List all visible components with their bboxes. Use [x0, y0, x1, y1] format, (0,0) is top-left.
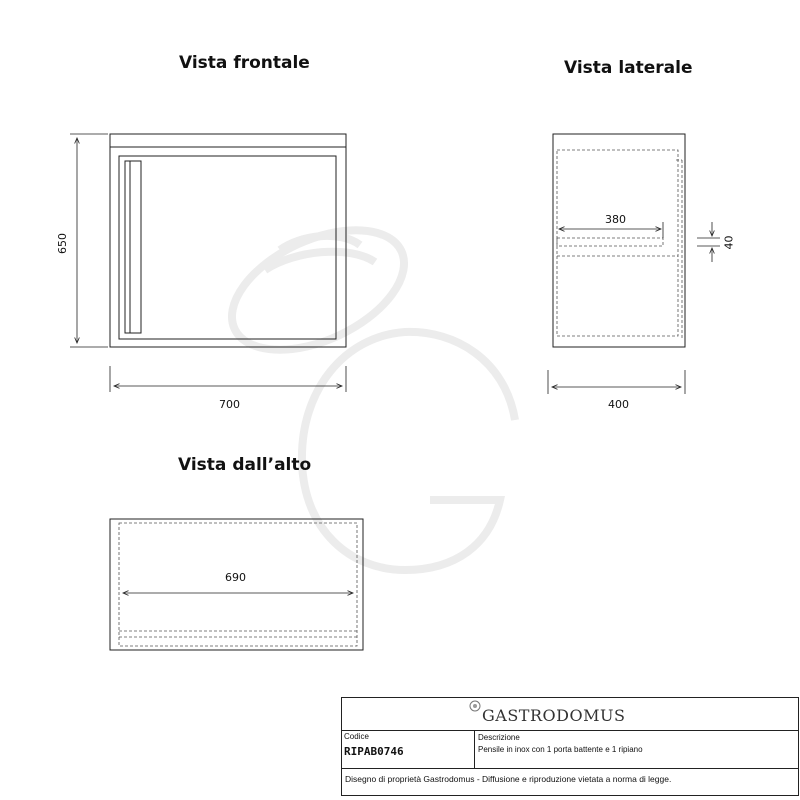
- brand-logo: GASTRODOMUS: [482, 706, 626, 725]
- ownership-notice: Disegno di proprietà Gastrodomus - Diffusione e riproduzione vietata a norma di legge.: [345, 774, 672, 784]
- side-width-dimension: [548, 370, 685, 394]
- front-inner-frame: [119, 156, 336, 339]
- side-outline: [553, 134, 685, 347]
- title-block: [341, 697, 799, 796]
- code-label: Codice: [344, 732, 369, 741]
- chef-hat-icon: [468, 700, 482, 714]
- description-label: Descrizione: [478, 733, 520, 742]
- side-view: [553, 134, 685, 347]
- shelf-thickness-label: 40: [722, 235, 736, 250]
- front-width-label: 700: [219, 398, 240, 411]
- shelf-thickness-dimension: [697, 222, 720, 262]
- side-width-label: 400: [608, 398, 629, 411]
- side-view-title: Vista laterale: [564, 58, 693, 78]
- top-view: [110, 519, 363, 650]
- top-inner-width-label: 690: [225, 571, 246, 584]
- front-width-dimension: [110, 366, 346, 392]
- code-cell: [342, 730, 475, 768]
- side-shelf: [557, 238, 663, 246]
- top-view-title: Vista dall’alto: [178, 455, 312, 475]
- watermark-logo: [213, 206, 515, 570]
- top-outline: [110, 519, 363, 650]
- front-height-dimension: [70, 134, 108, 347]
- front-height-label: 650: [56, 233, 69, 254]
- front-view-title: Vista frontale: [179, 53, 310, 73]
- code-description-row: [342, 730, 798, 769]
- code-value: RIPAB0746: [344, 745, 404, 758]
- top-hidden-lines: [119, 523, 357, 646]
- side-hidden-lines: [557, 150, 682, 340]
- shelf-depth-label: 380: [605, 213, 626, 226]
- door-hinge-strip: [125, 161, 141, 333]
- logo-row: [342, 698, 798, 731]
- description-value: Pensile in inox con 1 porta battente e 1 ripiano: [478, 745, 643, 754]
